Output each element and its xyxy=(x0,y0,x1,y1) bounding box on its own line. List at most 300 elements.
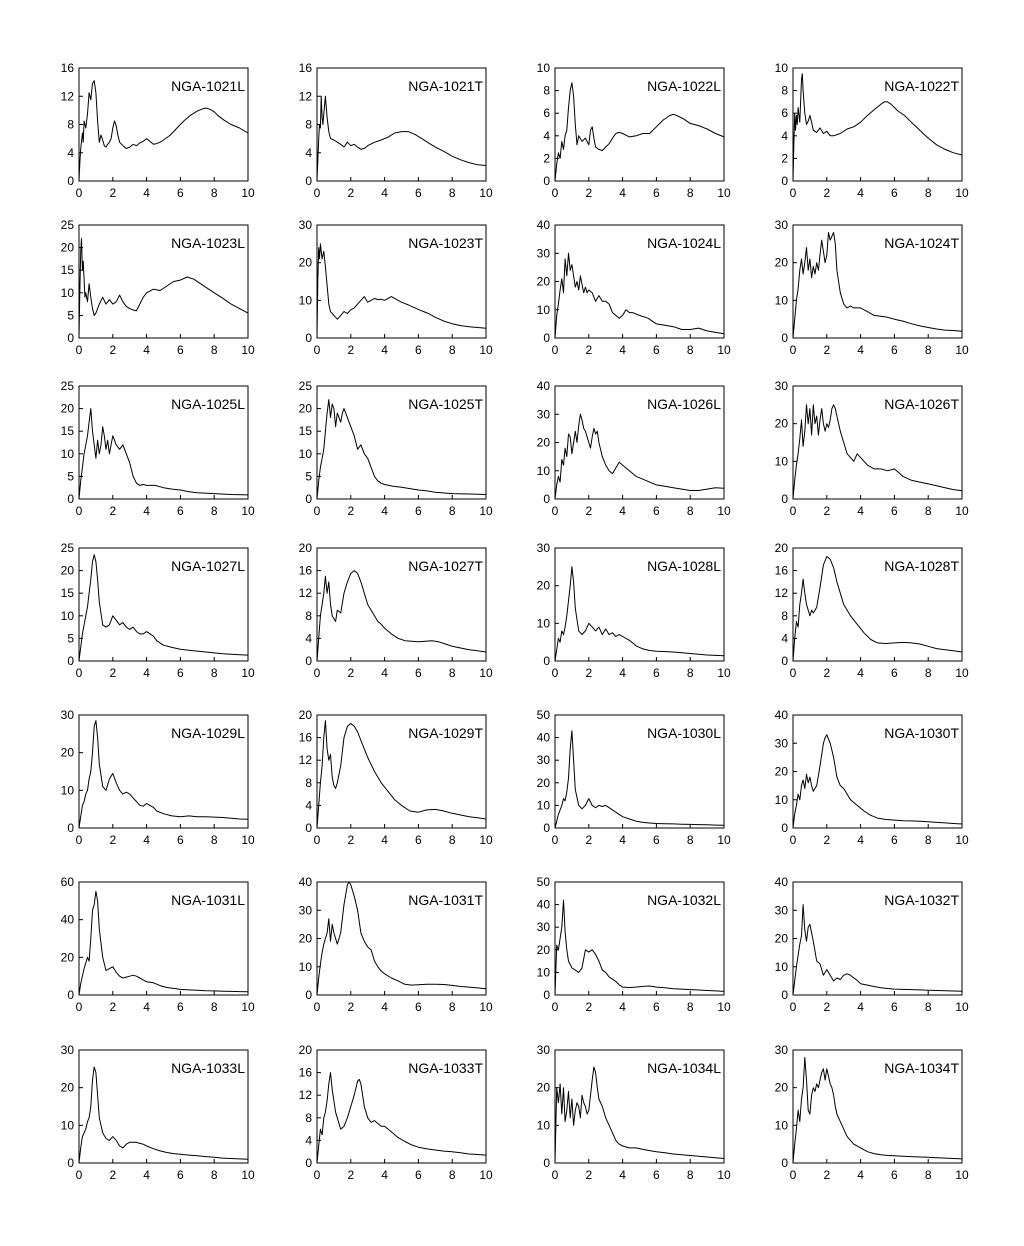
x-tick-label: 10 xyxy=(241,186,255,200)
x-tick-label: 0 xyxy=(313,1168,321,1182)
y-tick-label: 30 xyxy=(774,736,788,751)
y-tick-label: 5 xyxy=(67,631,74,646)
y-tick-label: 20 xyxy=(60,745,74,760)
y-tick-label: 10 xyxy=(60,285,74,300)
y-tick-label: 20 xyxy=(298,255,312,270)
x-tick-label: 4 xyxy=(857,186,864,200)
x-tick-label: 0 xyxy=(313,666,321,680)
panel-title: NGA-1030L xyxy=(647,725,721,741)
y-tick-label: 40 xyxy=(60,912,74,927)
chart-panel xyxy=(299,541,493,680)
x-tick-label: 6 xyxy=(177,186,184,200)
y-tick-label: 25 xyxy=(60,379,74,393)
y-tick-label: 20 xyxy=(774,764,788,779)
panel-title: NGA-1024T xyxy=(884,235,959,251)
y-tick-label: 0 xyxy=(67,1156,74,1170)
y-tick-label: 40 xyxy=(536,379,550,393)
chart-panel xyxy=(299,1043,493,1182)
x-tick-label: 0 xyxy=(789,186,797,200)
y-tick-label: 5 xyxy=(67,469,74,484)
panel-title: NGA-1028L xyxy=(647,558,721,574)
y-tick-label: 0 xyxy=(543,331,550,345)
chart-panel xyxy=(61,379,255,518)
y-tick-label: 4 xyxy=(305,798,312,813)
chart-panel xyxy=(61,1043,255,1182)
x-tick-label: 0 xyxy=(551,666,559,680)
x-tick-label: 0 xyxy=(551,833,559,847)
x-tick-label: 0 xyxy=(789,343,797,357)
y-tick-label: 10 xyxy=(298,293,312,308)
x-tick-label: 10 xyxy=(479,1000,493,1014)
x-tick-label: 10 xyxy=(717,1168,731,1182)
x-tick-label: 10 xyxy=(241,666,255,680)
x-tick-label: 2 xyxy=(823,666,831,680)
x-tick-label: 6 xyxy=(891,666,898,680)
y-tick-label: 16 xyxy=(298,61,312,75)
chart-panel xyxy=(299,61,493,200)
y-tick-label: 20 xyxy=(536,274,550,289)
x-tick-label: 2 xyxy=(347,186,355,200)
y-tick-label: 20 xyxy=(60,240,74,255)
x-tick-label: 4 xyxy=(143,833,150,847)
spectrum-line xyxy=(555,900,724,995)
x-tick-label: 0 xyxy=(75,1168,83,1182)
x-tick-label: 6 xyxy=(415,343,422,357)
x-tick-label: 10 xyxy=(717,833,731,847)
x-tick-label: 0 xyxy=(75,1000,83,1014)
y-tick-label: 0 xyxy=(67,492,74,506)
chart-panel xyxy=(775,61,969,200)
x-tick-label: 4 xyxy=(143,343,150,357)
panel-title: NGA-1027T xyxy=(408,558,483,574)
x-tick-label: 8 xyxy=(448,343,456,357)
y-tick-label: 20 xyxy=(774,416,788,431)
y-tick-label: 20 xyxy=(536,1080,550,1095)
y-tick-label: 20 xyxy=(60,950,74,965)
y-tick-label: 0 xyxy=(305,331,312,345)
y-tick-label: 30 xyxy=(536,246,550,261)
chart-panel xyxy=(299,708,493,847)
x-tick-label: 0 xyxy=(551,186,559,200)
panel-title: NGA-1023T xyxy=(408,235,483,251)
x-tick-label: 8 xyxy=(686,666,694,680)
panel-title: NGA-1029L xyxy=(171,725,245,741)
spectrum-line xyxy=(79,239,248,338)
x-tick-label: 4 xyxy=(619,343,626,357)
x-tick-label: 8 xyxy=(924,186,932,200)
x-tick-label: 2 xyxy=(585,833,593,847)
x-tick-label: 2 xyxy=(347,504,355,518)
x-tick-label: 2 xyxy=(347,833,355,847)
x-tick-label: 10 xyxy=(955,504,969,518)
x-tick-label: 2 xyxy=(109,1000,117,1014)
chart-panel xyxy=(537,1043,731,1182)
x-tick-label: 8 xyxy=(686,504,694,518)
x-tick-label: 6 xyxy=(177,504,184,518)
y-tick-label: 0 xyxy=(781,821,788,835)
x-tick-label: 0 xyxy=(789,666,797,680)
x-tick-label: 6 xyxy=(177,666,184,680)
y-tick-label: 0 xyxy=(781,174,788,188)
x-tick-label: 6 xyxy=(177,343,184,357)
chart-panel xyxy=(775,875,969,1014)
x-tick-label: 4 xyxy=(619,1000,626,1014)
x-tick-label: 10 xyxy=(479,666,493,680)
x-tick-label: 2 xyxy=(585,504,593,518)
chart-panel xyxy=(299,875,493,1014)
y-tick-label: 0 xyxy=(543,492,550,506)
x-tick-label: 0 xyxy=(551,343,559,357)
y-tick-label: 10 xyxy=(60,446,74,461)
y-tick-label: 0 xyxy=(543,654,550,668)
y-tick-label: 40 xyxy=(298,875,312,889)
y-tick-label: 0 xyxy=(781,988,788,1002)
y-tick-label: 12 xyxy=(60,89,74,104)
x-tick-label: 10 xyxy=(479,833,493,847)
x-tick-label: 10 xyxy=(241,504,255,518)
y-tick-label: 30 xyxy=(60,708,74,722)
x-tick-label: 0 xyxy=(313,1000,321,1014)
x-tick-label: 4 xyxy=(143,1000,150,1014)
y-tick-label: 10 xyxy=(774,61,788,75)
x-tick-label: 10 xyxy=(717,1000,731,1014)
x-tick-label: 8 xyxy=(924,343,932,357)
chart-panel xyxy=(775,379,969,518)
panel-title: NGA-1025L xyxy=(171,396,245,412)
x-tick-label: 10 xyxy=(479,504,493,518)
x-tick-label: 10 xyxy=(955,1168,969,1182)
x-tick-label: 2 xyxy=(109,1168,117,1182)
x-tick-label: 0 xyxy=(75,833,83,847)
x-tick-label: 4 xyxy=(857,666,864,680)
y-tick-label: 6 xyxy=(781,106,788,121)
spectrum-line xyxy=(555,1067,724,1163)
y-tick-label: 8 xyxy=(67,117,74,132)
x-tick-label: 4 xyxy=(619,833,626,847)
x-tick-label: 6 xyxy=(891,343,898,357)
x-tick-label: 10 xyxy=(717,666,731,680)
x-tick-label: 4 xyxy=(857,833,864,847)
y-tick-label: 15 xyxy=(298,424,312,439)
y-tick-label: 10 xyxy=(536,1118,550,1133)
panel-title: NGA-1021L xyxy=(171,78,245,94)
chart-panel xyxy=(775,708,969,847)
x-tick-label: 2 xyxy=(347,1168,355,1182)
x-tick-label: 4 xyxy=(857,1168,864,1182)
chart-panel xyxy=(61,61,255,200)
y-tick-label: 12 xyxy=(774,586,788,601)
y-tick-label: 4 xyxy=(781,631,788,646)
x-tick-label: 8 xyxy=(448,666,456,680)
y-tick-label: 16 xyxy=(60,61,74,75)
panel-title: NGA-1033T xyxy=(408,1060,483,1076)
x-tick-label: 0 xyxy=(313,186,321,200)
x-tick-label: 8 xyxy=(924,1000,932,1014)
chart-panel xyxy=(299,218,493,357)
x-tick-label: 2 xyxy=(585,343,593,357)
x-tick-label: 10 xyxy=(479,1168,493,1182)
panel-title: NGA-1033L xyxy=(171,1060,245,1076)
y-tick-label: 20 xyxy=(60,563,74,578)
x-tick-label: 8 xyxy=(448,833,456,847)
x-tick-label: 4 xyxy=(381,1168,388,1182)
y-tick-label: 30 xyxy=(536,920,550,935)
y-tick-label: 40 xyxy=(536,730,550,745)
y-tick-label: 8 xyxy=(781,83,788,98)
spectrum-line xyxy=(317,1073,486,1163)
x-tick-label: 6 xyxy=(415,186,422,200)
panel-title: NGA-1032T xyxy=(884,892,959,908)
x-tick-label: 2 xyxy=(823,343,831,357)
x-tick-label: 0 xyxy=(551,1000,559,1014)
spectrum-line xyxy=(793,905,962,995)
spectrum-line xyxy=(317,244,486,338)
y-tick-label: 20 xyxy=(774,1080,788,1095)
y-tick-label: 4 xyxy=(305,631,312,646)
y-tick-label: 50 xyxy=(536,875,550,889)
x-tick-label: 8 xyxy=(448,1168,456,1182)
x-tick-label: 0 xyxy=(313,504,321,518)
x-tick-label: 2 xyxy=(823,833,831,847)
y-tick-label: 4 xyxy=(67,145,74,160)
y-tick-label: 40 xyxy=(774,875,788,889)
x-tick-label: 4 xyxy=(143,186,150,200)
x-tick-label: 8 xyxy=(210,343,218,357)
y-tick-label: 30 xyxy=(774,903,788,918)
x-tick-label: 4 xyxy=(857,1000,864,1014)
y-tick-label: 0 xyxy=(67,821,74,835)
x-tick-label: 8 xyxy=(924,833,932,847)
x-tick-label: 8 xyxy=(448,186,456,200)
y-tick-label: 5 xyxy=(67,308,74,323)
y-tick-label: 0 xyxy=(543,1156,550,1170)
chart-panel xyxy=(775,541,969,680)
x-tick-label: 6 xyxy=(653,504,660,518)
y-tick-label: 20 xyxy=(298,708,312,722)
y-tick-label: 50 xyxy=(536,708,550,722)
x-tick-label: 0 xyxy=(789,833,797,847)
y-tick-label: 20 xyxy=(536,942,550,957)
x-tick-label: 6 xyxy=(415,666,422,680)
y-tick-label: 0 xyxy=(781,492,788,506)
panel-title: NGA-1027L xyxy=(171,558,245,574)
x-tick-label: 6 xyxy=(891,504,898,518)
x-tick-label: 6 xyxy=(891,1000,898,1014)
y-tick-label: 10 xyxy=(60,1118,74,1133)
x-tick-label: 8 xyxy=(686,1168,694,1182)
x-tick-label: 8 xyxy=(210,1168,218,1182)
y-tick-label: 30 xyxy=(536,541,550,555)
panel-title: NGA-1032L xyxy=(647,892,721,908)
y-tick-label: 0 xyxy=(781,331,788,345)
y-tick-label: 25 xyxy=(298,379,312,393)
panel-title: NGA-1028T xyxy=(884,558,959,574)
x-tick-label: 10 xyxy=(717,504,731,518)
y-tick-label: 16 xyxy=(298,1065,312,1080)
chart-panel xyxy=(61,218,255,357)
y-tick-label: 10 xyxy=(774,293,788,308)
y-tick-label: 8 xyxy=(305,117,312,132)
x-tick-label: 8 xyxy=(686,343,694,357)
x-tick-label: 8 xyxy=(924,1168,932,1182)
y-tick-label: 20 xyxy=(298,401,312,416)
x-tick-label: 4 xyxy=(381,1000,388,1014)
x-tick-label: 8 xyxy=(210,666,218,680)
panel-title: NGA-1031L xyxy=(171,892,245,908)
x-tick-label: 8 xyxy=(686,833,694,847)
y-tick-label: 8 xyxy=(781,608,788,623)
x-tick-label: 6 xyxy=(653,1000,660,1014)
y-tick-label: 2 xyxy=(781,151,788,166)
x-tick-label: 4 xyxy=(619,666,626,680)
y-tick-label: 0 xyxy=(305,988,312,1002)
y-tick-label: 30 xyxy=(536,753,550,768)
spectrum-line xyxy=(79,81,248,181)
chart-panel xyxy=(61,541,255,680)
y-tick-label: 16 xyxy=(774,563,788,578)
chart-panel xyxy=(537,379,731,518)
x-tick-label: 0 xyxy=(551,504,559,518)
chart-panel xyxy=(775,218,969,357)
x-tick-label: 6 xyxy=(891,833,898,847)
y-tick-label: 0 xyxy=(543,988,550,1002)
x-tick-label: 0 xyxy=(789,504,797,518)
x-tick-label: 6 xyxy=(891,186,898,200)
chart-panel xyxy=(61,708,255,847)
y-tick-label: 20 xyxy=(60,1080,74,1095)
y-tick-label: 0 xyxy=(305,174,312,188)
panel-title: NGA-1026T xyxy=(884,396,959,412)
x-tick-label: 6 xyxy=(177,1000,184,1014)
y-tick-label: 12 xyxy=(298,89,312,104)
y-tick-label: 20 xyxy=(536,578,550,593)
y-tick-label: 10 xyxy=(536,965,550,980)
y-tick-label: 0 xyxy=(67,654,74,668)
x-tick-label: 6 xyxy=(653,1168,660,1182)
x-tick-label: 4 xyxy=(381,186,388,200)
y-tick-label: 8 xyxy=(305,608,312,623)
x-tick-label: 10 xyxy=(955,1000,969,1014)
y-tick-label: 4 xyxy=(305,145,312,160)
x-tick-label: 8 xyxy=(686,186,694,200)
x-tick-label: 2 xyxy=(109,666,117,680)
chart-panel xyxy=(537,61,731,200)
x-tick-label: 6 xyxy=(177,833,184,847)
y-tick-label: 4 xyxy=(543,128,550,143)
x-tick-label: 4 xyxy=(619,186,626,200)
y-tick-label: 16 xyxy=(298,563,312,578)
y-tick-label: 10 xyxy=(536,798,550,813)
panel-title: NGA-1029T xyxy=(408,725,483,741)
x-tick-label: 2 xyxy=(585,186,593,200)
panel-title: NGA-1026L xyxy=(647,396,721,412)
x-tick-label: 2 xyxy=(823,1168,831,1182)
y-tick-label: 10 xyxy=(536,616,550,631)
x-tick-label: 2 xyxy=(347,1000,355,1014)
x-tick-label: 2 xyxy=(823,186,831,200)
x-tick-label: 0 xyxy=(789,1168,797,1182)
x-tick-label: 4 xyxy=(857,343,864,357)
y-tick-label: 15 xyxy=(60,424,74,439)
chart-panel xyxy=(537,218,731,357)
y-tick-label: 0 xyxy=(543,821,550,835)
x-tick-label: 6 xyxy=(653,186,660,200)
x-tick-label: 6 xyxy=(177,1168,184,1182)
panel-title: NGA-1021T xyxy=(408,78,483,94)
y-tick-label: 10 xyxy=(536,61,550,75)
x-tick-label: 4 xyxy=(381,833,388,847)
spectrum-line xyxy=(555,567,724,661)
y-tick-label: 4 xyxy=(305,1133,312,1148)
x-tick-label: 6 xyxy=(415,1000,422,1014)
x-tick-label: 0 xyxy=(75,186,83,200)
spectrum-line xyxy=(79,409,248,499)
x-tick-label: 0 xyxy=(75,504,83,518)
x-tick-label: 4 xyxy=(381,504,388,518)
y-tick-label: 0 xyxy=(67,174,74,188)
x-tick-label: 6 xyxy=(415,504,422,518)
y-tick-label: 4 xyxy=(781,128,788,143)
y-tick-label: 30 xyxy=(774,1043,788,1057)
x-tick-label: 2 xyxy=(109,833,117,847)
panel-title: NGA-1034T xyxy=(884,1060,959,1076)
spectrum-line xyxy=(555,83,724,181)
x-tick-label: 0 xyxy=(75,343,83,357)
panel-title: NGA-1034L xyxy=(647,1060,721,1076)
x-tick-label: 10 xyxy=(717,186,731,200)
y-tick-label: 10 xyxy=(774,1118,788,1133)
y-tick-label: 20 xyxy=(298,931,312,946)
y-tick-label: 40 xyxy=(536,218,550,232)
y-tick-label: 40 xyxy=(536,897,550,912)
y-tick-label: 8 xyxy=(543,83,550,98)
y-tick-label: 10 xyxy=(774,959,788,974)
panel-title: NGA-1022L xyxy=(647,78,721,94)
y-tick-label: 20 xyxy=(298,541,312,555)
x-tick-label: 6 xyxy=(415,833,422,847)
x-tick-label: 0 xyxy=(551,1168,559,1182)
y-tick-label: 0 xyxy=(67,331,74,345)
x-tick-label: 2 xyxy=(585,1000,593,1014)
x-tick-label: 8 xyxy=(924,504,932,518)
y-tick-label: 5 xyxy=(305,469,312,484)
y-tick-label: 10 xyxy=(298,446,312,461)
chart-panel xyxy=(299,379,493,518)
x-tick-label: 4 xyxy=(143,666,150,680)
x-tick-label: 0 xyxy=(313,343,321,357)
y-tick-label: 30 xyxy=(536,407,550,422)
x-tick-label: 10 xyxy=(241,343,255,357)
y-tick-label: 25 xyxy=(60,541,74,555)
spectrum-line xyxy=(79,1067,248,1163)
y-tick-label: 0 xyxy=(305,654,312,668)
y-tick-label: 6 xyxy=(543,106,550,121)
x-tick-label: 2 xyxy=(823,504,831,518)
y-tick-label: 2 xyxy=(543,151,550,166)
x-tick-label: 8 xyxy=(448,1000,456,1014)
spectrum-line xyxy=(317,571,486,661)
y-tick-label: 10 xyxy=(536,463,550,478)
y-tick-label: 30 xyxy=(60,1043,74,1057)
y-tick-label: 16 xyxy=(298,730,312,745)
x-tick-label: 6 xyxy=(415,1168,422,1182)
spectrum-line xyxy=(317,96,486,181)
y-tick-label: 20 xyxy=(536,775,550,790)
x-tick-label: 8 xyxy=(448,504,456,518)
x-tick-label: 2 xyxy=(109,504,117,518)
x-tick-label: 2 xyxy=(823,1000,831,1014)
x-tick-label: 2 xyxy=(585,666,593,680)
